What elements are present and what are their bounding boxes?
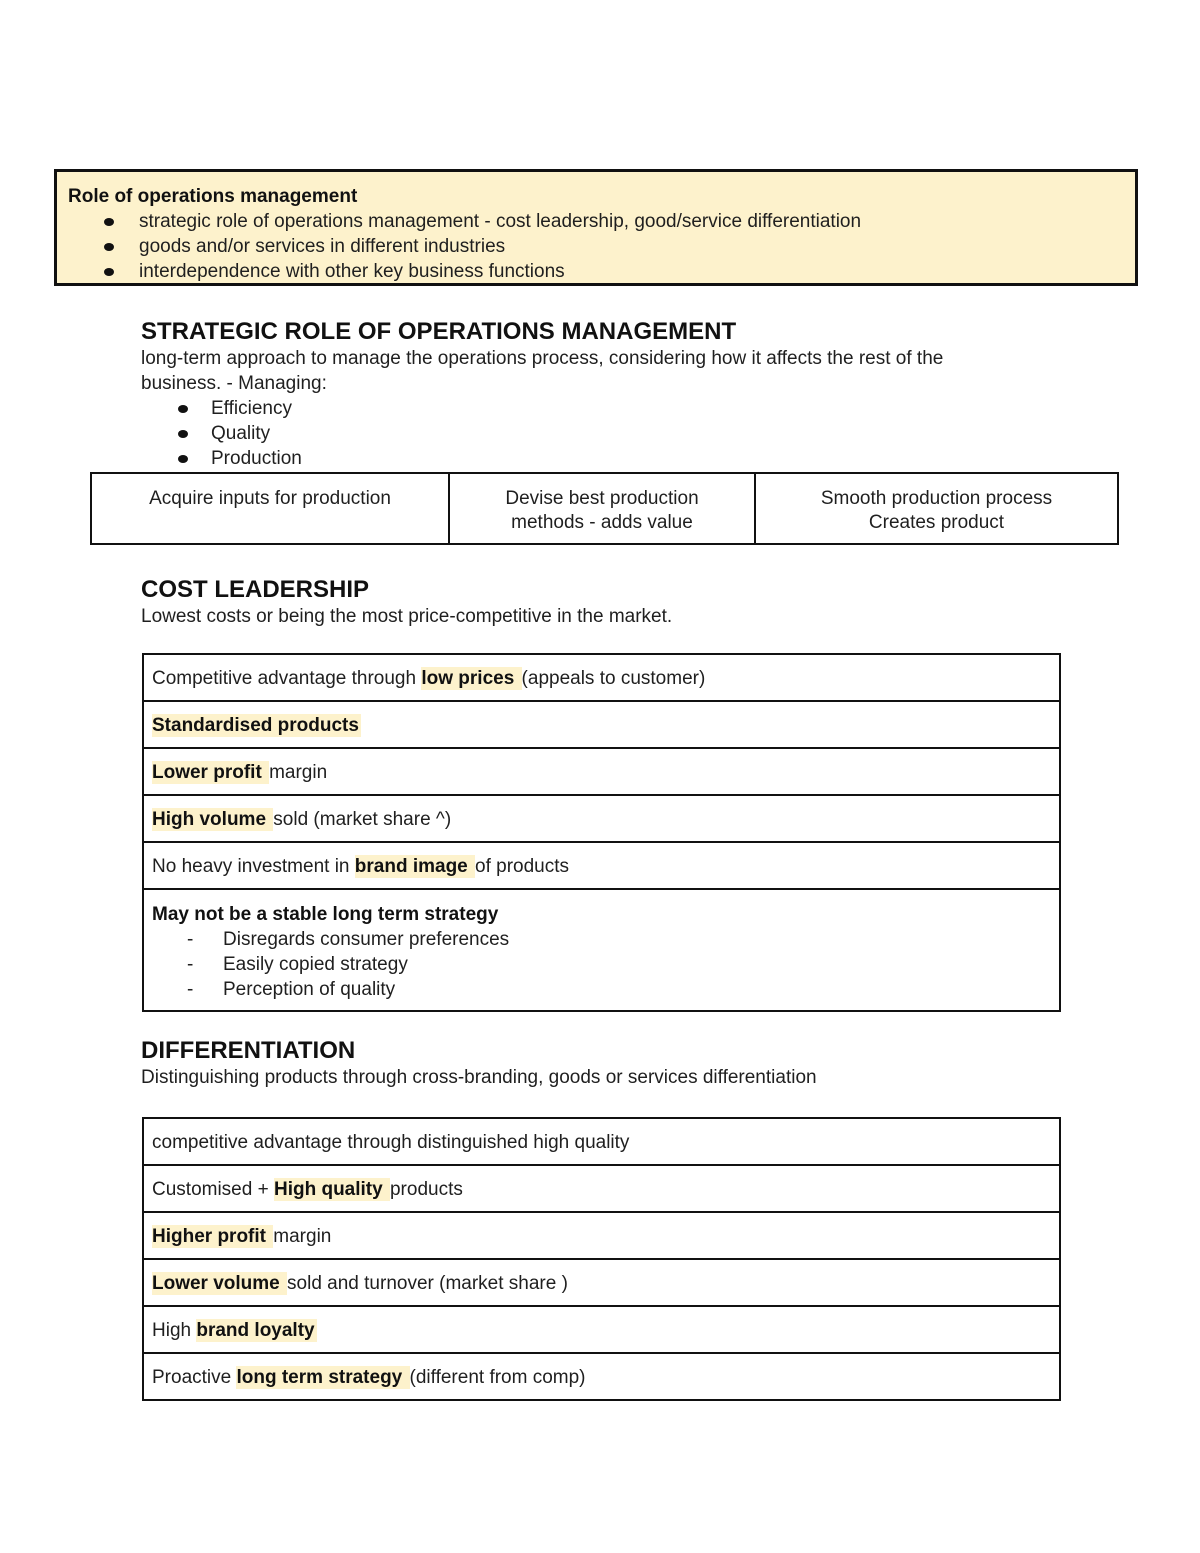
bullet-icon	[178, 430, 188, 438]
differentiation-section	[141, 1037, 817, 1090]
process-cell	[92, 474, 448, 543]
list-item-text: goods and/or services in different industries	[139, 236, 506, 257]
table-row: High volume sold (market share ^)	[144, 796, 1059, 843]
cost-leadership-table	[142, 653, 1061, 1012]
bullet-icon	[104, 218, 114, 226]
process-cell-text: Acquire inputs for production	[149, 488, 391, 509]
section-description: Lowest costs or being the most price-competitive in the market.	[141, 606, 673, 627]
list-item	[68, 259, 1125, 284]
list-item	[141, 446, 943, 471]
list-item-text: Efficiency	[211, 398, 292, 419]
list-item	[68, 234, 1125, 259]
managing-list	[141, 396, 943, 471]
process-cell	[448, 474, 754, 543]
section-description: Distinguishing products through cross-branding, goods or services differentiation	[141, 1067, 817, 1088]
process-cell-text: Devise best production	[505, 488, 699, 509]
list-item-text: interdependence with other key business functions	[139, 261, 565, 282]
process-cell-text: methods - adds value	[511, 512, 693, 533]
table-row: competitive advantage through distinguished high quality	[144, 1119, 1059, 1166]
table-row: Lower volume sold and turnover (market share )	[144, 1260, 1059, 1307]
table-row: Standardised products	[144, 702, 1059, 749]
table-row: No heavy investment in brand image of products	[144, 843, 1059, 890]
list-item: - Disregards consumer preferences	[187, 929, 510, 950]
list-item: - Perception of quality	[187, 979, 396, 1000]
section-heading: DIFFERENTIATION	[141, 1037, 356, 1064]
list-item-text: Production	[211, 448, 302, 469]
syllabus-box	[54, 169, 1138, 286]
table-row: Lower profit margin	[144, 749, 1059, 796]
table-row: Competitive advantage through low prices (appeals to customer)	[144, 655, 1059, 702]
section-description: long-term approach to manage the operations process, considering how it affects the rest of the business. - Managing:	[141, 348, 944, 394]
list-item	[141, 396, 943, 421]
bullet-icon	[178, 405, 188, 413]
cost-leadership-section	[141, 576, 672, 629]
process-cell	[754, 474, 1117, 543]
dash-list	[152, 927, 1051, 1002]
section-heading: COST LEADERSHIP	[141, 576, 370, 603]
bullet-icon	[104, 243, 114, 251]
strategic-section	[141, 318, 943, 471]
process-cell-text: Smooth production process	[820, 488, 1053, 509]
row-title: May not be a stable long term strategy	[152, 904, 499, 925]
list-item-text: Quality	[211, 423, 271, 444]
table-row	[144, 890, 1059, 1012]
bullet-icon	[104, 268, 114, 276]
dash-marker: -	[187, 929, 194, 950]
list-item	[68, 209, 1125, 234]
syllabus-list	[68, 209, 1125, 284]
table-row: Higher profit margin	[144, 1213, 1059, 1260]
table-row: Proactive long term strategy (different from comp)	[144, 1354, 1059, 1401]
table-row: Customised + High quality products	[144, 1166, 1059, 1213]
list-item: - Easily copied strategy	[187, 954, 408, 975]
section-heading: STRATEGIC ROLE OF OPERATIONS MANAGEMENT	[141, 318, 737, 345]
list-item-text: strategic role of operations management - cost leadership, good/service differentiation	[139, 211, 862, 232]
dash-marker: -	[187, 979, 194, 1000]
differentiation-table	[142, 1117, 1061, 1401]
process-table	[90, 472, 1119, 545]
list-item	[141, 421, 943, 446]
syllabus-title: Role of operations management	[68, 186, 358, 207]
table-row: High brand loyalty	[144, 1307, 1059, 1354]
dash-marker: -	[187, 954, 194, 975]
bullet-icon	[178, 455, 188, 463]
process-cell-text: Creates product	[868, 512, 1005, 533]
